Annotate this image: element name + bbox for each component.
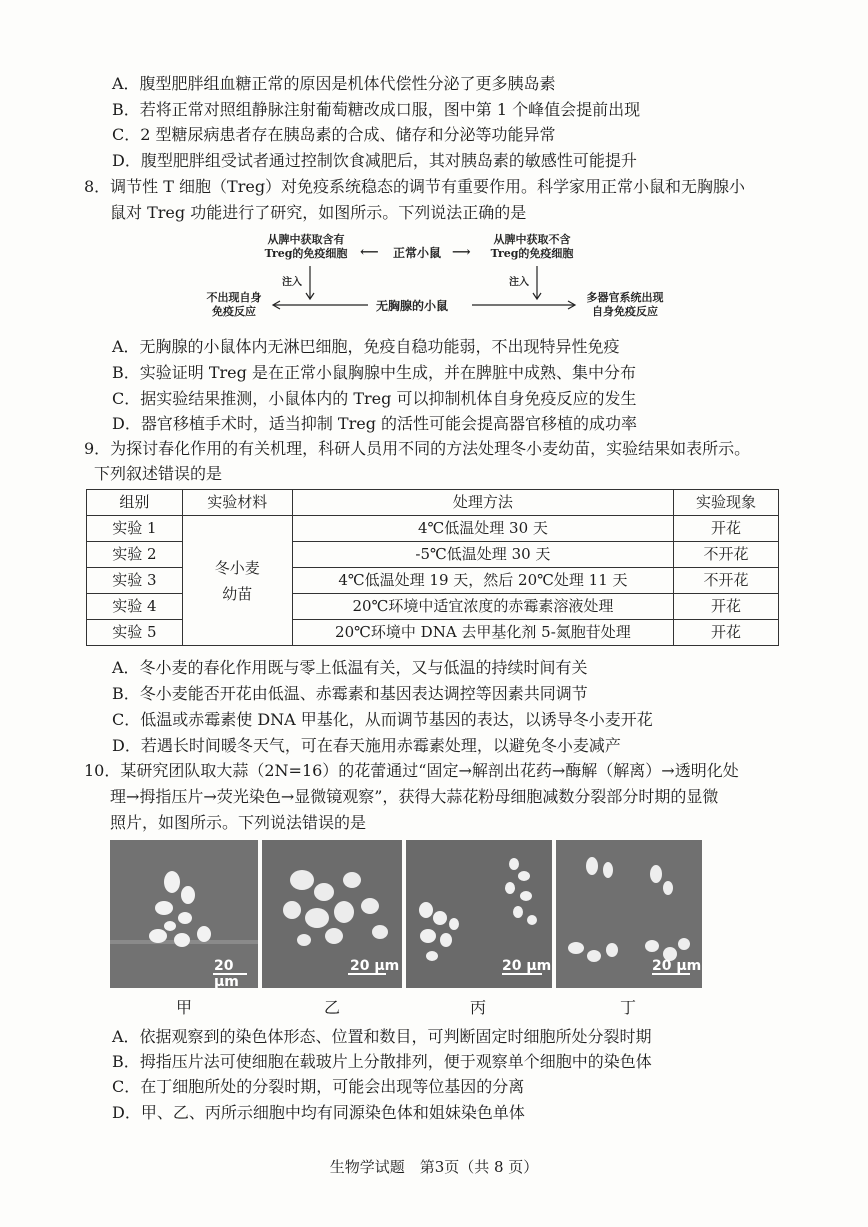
q10-option-d: D．甲、乙、丙所示细胞中均有同源染色体和姐妹染色单体 — [112, 1103, 525, 1122]
diagram-left-bottom-line2: 免疫反应 — [212, 305, 256, 318]
q9-stem-line2: 下列叙述错误的是 — [94, 464, 223, 483]
diagram-center-bottom: 无胸腺的小鼠 — [376, 299, 449, 313]
table-cell-result: 不开花 — [674, 568, 779, 594]
diagram-bottom-arrow-left — [270, 298, 370, 312]
scale-label: 20 μm — [502, 958, 552, 974]
table-cell-material — [182, 516, 292, 646]
q10-option-a: A．依据观察到的染色体形态、位置和数目，可判断固定时细胞所处分裂时期 — [112, 1027, 652, 1046]
q7-option-c: C．2 型糖尿病患者存在胰岛素的合成、储存和分泌等功能异常 — [112, 125, 556, 144]
micrograph-ding — [556, 840, 702, 988]
diagram-right-bottom — [570, 291, 680, 319]
material-line1: 冬小麦 — [214, 558, 260, 577]
q9-option-b: B．冬小麦能否开花由低温、赤霉素和基因表达调控等因素共同调节 — [112, 684, 588, 703]
diagram-center-top: 正常小鼠 — [393, 246, 442, 260]
table-header-row — [87, 490, 779, 516]
photo-label-bing: 丙 — [470, 998, 487, 1017]
table-cell-result: 开花 — [674, 620, 779, 646]
q7-option-d: D．腹型肥胖组受试者通过控制饮食减肥后，其对胰岛素的敏感性可能提升 — [112, 151, 637, 170]
scale-label: 20 μm — [350, 958, 400, 974]
micrograph-yi — [262, 840, 402, 988]
table-header: 实验现象 — [674, 490, 779, 516]
table-cell-method: 20℃环境中 DNA 去甲基化剂 5-氮胞苷处理 — [292, 620, 673, 646]
q8-option-c: C．据实验结果推测，小鼠体内的 Treg 可以抑制机体自身免疫反应的发生 — [112, 389, 637, 408]
table-cell-group: 实验 2 — [87, 542, 183, 568]
scale-label: 20 μm — [652, 958, 702, 974]
diagram-left-top-line2: Treg的免疫细胞 — [264, 247, 348, 260]
q9-experiment-table — [86, 489, 779, 646]
diagram-right-top — [482, 233, 582, 261]
q10-option-b: B．拇指压片法可使细胞在载玻片上分散排列，便于观察单个细胞中的染色体 — [112, 1052, 652, 1071]
q9-option-a: A．冬小麦的春化作用既与零上低温有关，又与低温的持续时间有关 — [112, 658, 588, 677]
diagram-left-top-line1: 从脾中获取含有 — [267, 233, 345, 246]
q10-stem-line2: 理→拇指压片→荧光染色→显微镜观察”，获得大蒜花粉母细胞减数分裂部分时期的显微 — [110, 787, 719, 806]
q10-stem-line3: 照片，如图所示。下列说法错误的是 — [110, 813, 367, 832]
q9-option-c: C．低温或赤霉素使 DNA 甲基化，从而调节基因的表达，以诱导冬小麦开花 — [112, 710, 653, 729]
diagram-right-top-line1: 从脾中获取不含 — [493, 233, 571, 246]
q8-stem-line2: 鼠对 Treg 功能进行了研究，如图所示。下列说法正确的是 — [110, 203, 527, 222]
q7-option-a: A．腹型肥胖组血糖正常的原因是机体代偿性分泌了更多胰岛素 — [112, 74, 556, 93]
table-cell-result: 开花 — [674, 516, 779, 542]
table-cell-result: 开花 — [674, 594, 779, 620]
diagram-left-top — [256, 233, 356, 261]
diagram-bottom-arrow-right — [470, 298, 580, 312]
table-cell-result: 不开花 — [674, 542, 779, 568]
diagram-right-bottom-line1: 多器官系统出现 — [586, 291, 664, 304]
q10-stem-line1: 10．某研究团队取大蒜（2N=16）的花蕾通过“固定→解剖出花药→酶解（解离）→透明化处 — [84, 761, 739, 780]
diagram-arrow-right: ⟶ — [452, 245, 471, 260]
diagram-right-top-line2: Treg的免疫细胞 — [490, 247, 574, 260]
q8-stem-line1: 8．调节性 T 细胞（Treg）对免疫系统稳态的调节有重要作用。科学家用正常小鼠和无胸腺小 — [84, 177, 746, 196]
diagram-left-bottom — [194, 291, 274, 319]
page-footer: 生物学试题 第3页（共 8 页） — [329, 1158, 539, 1176]
table-cell-method: -5℃低温处理 30 天 — [292, 542, 673, 568]
diagram-inject-left: 注入 — [282, 277, 302, 288]
photo-label-jia: 甲 — [176, 998, 193, 1017]
photo-label-ding: 丁 — [620, 998, 637, 1017]
q8-option-a: A．无胸腺的小鼠体内无淋巴细胞，免疫自稳功能弱，不出现特异性免疫 — [112, 337, 620, 356]
micrograph-jia — [110, 840, 258, 988]
scale-label: 20 μm — [214, 958, 239, 988]
micrograph-bing — [406, 840, 552, 988]
q9-option-d: D．若遇长时间暖冬天气，可在春天施用赤霉素处理，以避免冬小麦减产 — [112, 736, 621, 755]
diagram-left-bottom-line1: 不出现自身 — [206, 291, 262, 304]
table-cell-method: 4℃低温处理 30 天 — [292, 516, 673, 542]
table-cell-group: 实验 3 — [87, 568, 183, 594]
photo-label-yi: 乙 — [324, 998, 341, 1017]
material-line2: 幼苗 — [222, 584, 253, 603]
q10-option-c: C．在丁细胞所处的分裂时期，可能会出现等位基因的分离 — [112, 1077, 525, 1096]
table-cell-group: 实验 4 — [87, 594, 183, 620]
table-header: 处理方法 — [292, 490, 673, 516]
table-cell-group: 实验 5 — [87, 620, 183, 646]
table-cell-method: 20℃环境中适宜浓度的赤霉素溶液处理 — [292, 594, 673, 620]
table-row — [87, 516, 779, 542]
diagram-inject-right: 注入 — [509, 277, 529, 288]
table-header: 组别 — [87, 490, 183, 516]
table-cell-method: 4℃低温处理 19 天，然后 20℃处理 11 天 — [292, 568, 673, 594]
table-header: 实验材料 — [182, 490, 292, 516]
q8-option-b: B．实验证明 Treg 是在正常小鼠胸腺中生成，并在脾脏中成熟、集中分布 — [112, 363, 636, 382]
diagram-right-bottom-line2: 自身免疫反应 — [592, 305, 658, 318]
q7-option-b: B．若将正常对照组静脉注射葡萄糖改成口服，图中第 1 个峰值会提前出现 — [112, 100, 641, 119]
diagram-arrow-left: ⟵ — [360, 245, 379, 260]
q8-option-d: D．器官移植手术时，适当抑制 Treg 的活性可能会提高器官移植的成功率 — [112, 414, 638, 433]
q9-stem-line1: 9．为探讨春化作用的有关机理，科研人员用不同的方法处理冬小麦幼苗，实验结果如表所示。 — [84, 439, 751, 458]
table-cell-group: 实验 1 — [87, 516, 183, 542]
